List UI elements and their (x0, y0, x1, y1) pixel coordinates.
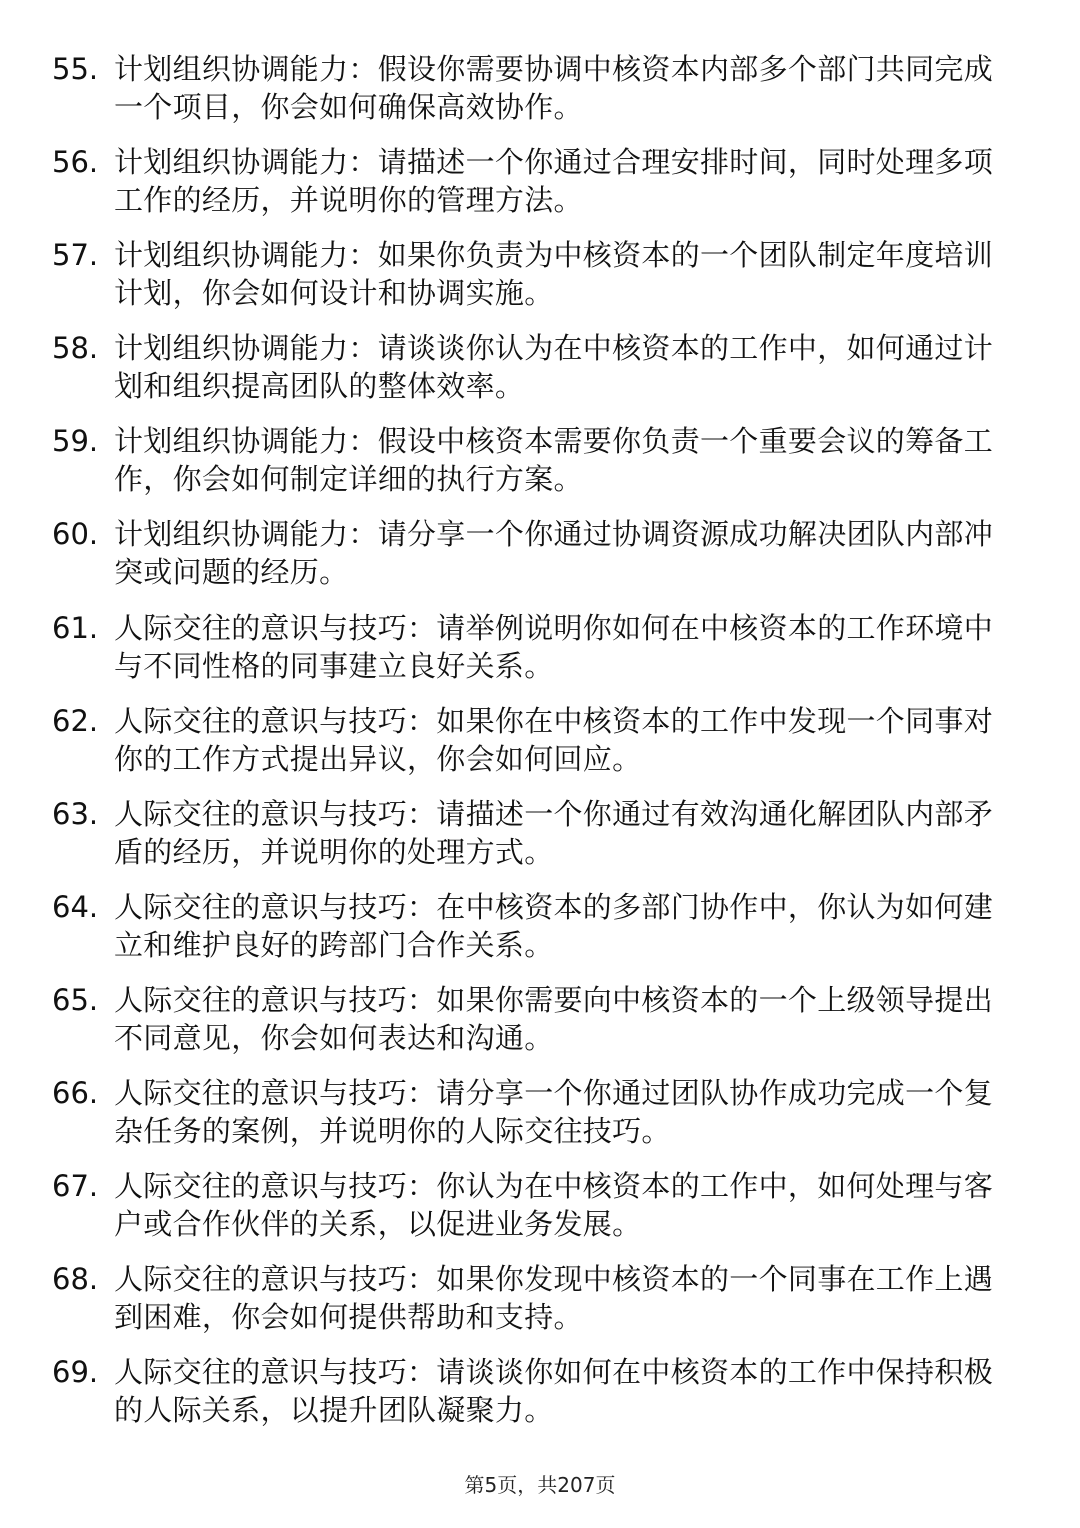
question-item-63 (52, 795, 1012, 888)
question-item-55 (52, 50, 1012, 143)
question-text: 人际交往的意识与技巧：如果你需要向中核资本的一个上级领导提出不同意见，你会如何表达和沟通。 (114, 982, 994, 1055)
question-text: 计划组织协调能力：请分享一个你通过协调资源成功解决团队内部冲突或问题的经历。 (114, 517, 994, 590)
question-number: 67. (52, 1169, 99, 1204)
question-item-66 (52, 1074, 1012, 1167)
question-text: 人际交往的意识与技巧：请分享一个你通过团队协作成功完成一个复杂任务的案例，并说明你的人际交往技巧。 (114, 1076, 994, 1149)
question-text: 计划组织协调能力：假设中核资本需要你负责一个重要会议的筹备工作，你会如何制定详细的执行方案。 (114, 424, 994, 497)
question-item-62 (52, 702, 1012, 795)
question-text: 计划组织协调能力：请描述一个你通过合理安排时间，同时处理多项工作的经历，并说明你的管理方法。 (114, 145, 994, 218)
question-number: 61. (52, 610, 99, 645)
question-text: 计划组织协调能力：请谈谈你认为在中核资本的工作中，如何通过计划和组织提高团队的整体效率。 (114, 331, 994, 404)
question-number: 63. (52, 796, 99, 831)
question-number: 55. (52, 52, 99, 86)
question-number: 60. (52, 517, 99, 552)
question-number: 66. (52, 1076, 99, 1111)
question-number: 62. (52, 703, 99, 738)
question-number: 58. (52, 331, 99, 366)
question-item-61 (52, 609, 1012, 702)
question-number: 56. (52, 145, 99, 180)
question-text: 人际交往的意识与技巧：请举例说明你如何在中核资本的工作环境中与不同性格的同事建立良好关系。 (114, 610, 994, 683)
question-item-57 (52, 236, 1012, 329)
question-item-68 (52, 1260, 1012, 1353)
question-text: 人际交往的意识与技巧：你认为在中核资本的工作中，如何处理与客户或合作伙伴的关系，以促进业务发展。 (114, 1169, 994, 1242)
question-item-67 (52, 1167, 1012, 1260)
question-number: 69. (52, 1355, 99, 1390)
question-item-64 (52, 888, 1012, 981)
question-item-65 (52, 981, 1012, 1074)
question-number: 65. (52, 982, 99, 1017)
question-item-56 (52, 143, 1012, 236)
question-text: 人际交往的意识与技巧：如果你在中核资本的工作中发现一个同事对你的工作方式提出异议，你会如何回应。 (114, 703, 994, 776)
question-number: 59. (52, 424, 99, 459)
question-number: 68. (52, 1262, 99, 1297)
question-item-59 (52, 422, 1012, 515)
question-item-58 (52, 329, 1012, 422)
question-text: 人际交往的意识与技巧：请谈谈你如何在中核资本的工作中保持积极的人际关系，以提升团队凝聚力。 (114, 1355, 994, 1428)
page-number-label: 第5页，共207页 (464, 1473, 616, 1497)
question-text: 人际交往的意识与技巧：请描述一个你通过有效沟通化解团队内部矛盾的经历，并说明你的处理方式。 (114, 796, 994, 869)
question-item-60 (52, 515, 1012, 608)
question-text: 计划组织协调能力：如果你负责为中核资本的一个团队制定年度培训计划，你会如何设计和协调实施。 (114, 238, 994, 311)
question-item-69 (52, 1353, 1012, 1446)
page-footer (0, 1472, 1080, 1498)
question-text: 计划组织协调能力：假设你需要协调中核资本内部多个部门共同完成一个项目，你会如何确保高效协作。 (114, 52, 994, 124)
question-number: 57. (52, 238, 99, 273)
question-text: 人际交往的意识与技巧：在中核资本的多部门协作中，你认为如何建立和维护良好的跨部门合作关系。 (114, 889, 994, 962)
question-number: 64. (52, 889, 99, 924)
question-list (52, 50, 1012, 1446)
question-text: 人际交往的意识与技巧：如果你发现中核资本的一个同事在工作上遇到困难，你会如何提供帮助和支持。 (114, 1262, 994, 1335)
